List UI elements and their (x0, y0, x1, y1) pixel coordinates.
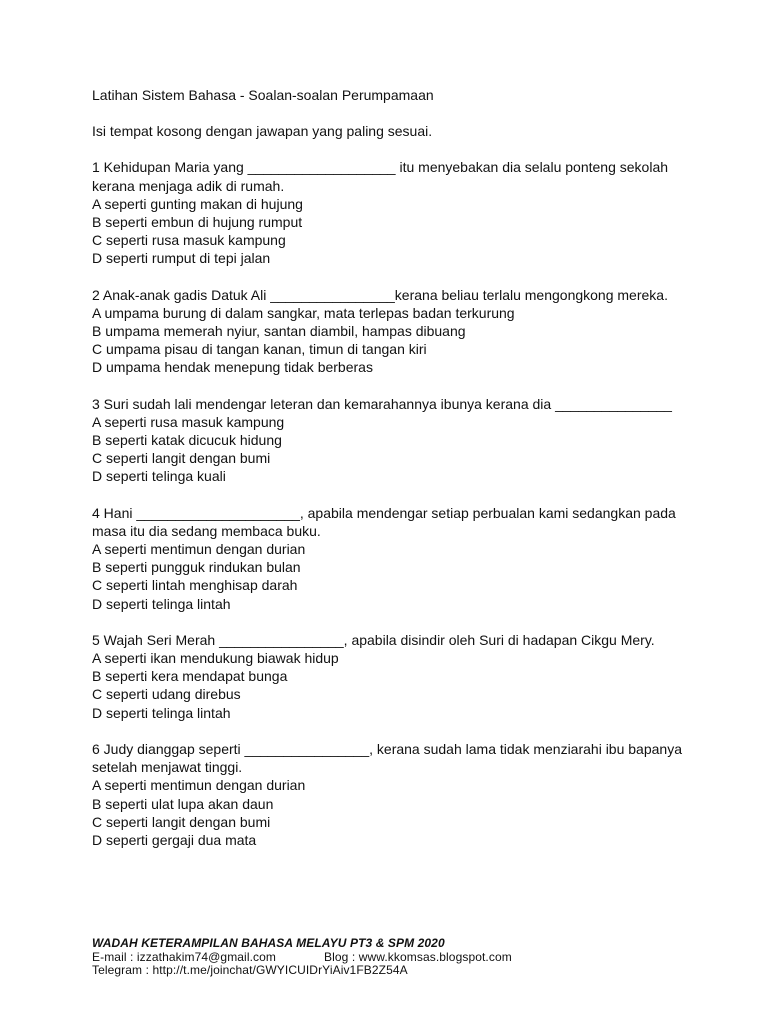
option-c: C seperti lintah menghisap darah (92, 577, 298, 594)
question-1 (92, 158, 692, 267)
question-stem: 2 Anak-anak gadis Datuk Ali ________________kerana beliau terlalu mengongkong mereka. (92, 286, 668, 303)
option-d: D umpama hendak menepung tidak berberas (92, 359, 373, 376)
question-stem: 4 Hani _____________________, apabila mendengar setiap perbualan kami sedangkan pada masa itu dia sedang membaca buku. (92, 504, 680, 539)
footer-title: WADAH KETERAMPILAN BAHASA MELAYU PT3 & SPM 2020 (92, 936, 445, 950)
option-b: B seperti kera mendapat bunga (92, 668, 288, 685)
question-stem: 3 Suri sudah lali mendengar leteran dan kemarahannya ibunya kerana dia _______________ (92, 395, 672, 412)
question-4 (92, 504, 692, 613)
question-stem: 6 Judy dianggap seperti ________________, kerana sudah lama tidak menziarahi ibu bapanya setelah menjawat tinggi. (92, 740, 686, 776)
option-a: A umpama burung di dalam sangkar, mata terlepas badan terkurung (92, 304, 515, 321)
option-c: C umpama pisau di tangan kanan, timun di tangan kiri (92, 341, 427, 358)
worksheet-title: Latihan Sistem Bahasa - Soalan-soalan Perumpamaan (92, 87, 434, 103)
option-d: D seperti telinga lintah (92, 595, 231, 612)
option-c: C seperti langit dengan bumi (92, 813, 271, 830)
option-c: C seperti langit dengan bumi (92, 450, 271, 467)
worksheet-instruction: Isi tempat kosong dengan jawapan yang paling sesuai. (92, 123, 433, 140)
option-a: A seperti mentimun dengan durian (92, 777, 306, 794)
option-b: B umpama memerah nyiur, santan diambil, hampas dibuang (92, 323, 466, 340)
option-b: B seperti katak dicucuk hidung (92, 432, 282, 449)
option-d: D seperti telinga kuali (92, 468, 226, 485)
footer-contact (92, 951, 712, 965)
footer-email[interactable]: E-mail : izzathakim74@gmail.com (92, 949, 276, 964)
option-b: B seperti pungguk rindukan bulan (92, 559, 301, 576)
footer-blog[interactable]: Blog : www.kkomsas.blogspot.com (324, 949, 512, 964)
question-3 (92, 395, 692, 486)
footer (92, 937, 712, 978)
footer-telegram[interactable]: Telegram : http://t.me/joinchat/GWYICUIDrYiAiv1FB2Z54A (92, 963, 408, 977)
option-a: A seperti mentimun dengan durian (92, 541, 306, 558)
option-b: B seperti ulat lupa akan daun (92, 795, 274, 812)
option-c: C seperti udang direbus (92, 686, 241, 703)
question-5 (92, 631, 692, 722)
option-b: B seperti embun di hujung rumput (92, 214, 303, 231)
option-d: D seperti telinga lintah (92, 704, 231, 721)
option-a: A seperti rusa masuk kampung (92, 413, 285, 430)
worksheet (92, 86, 692, 849)
option-a: A seperti gunting makan di hujung (92, 195, 303, 212)
question-6 (92, 740, 692, 849)
option-a: A seperti ikan mendukung biawak hidup (92, 650, 339, 667)
question-stem: 5 Wajah Seri Merah ________________, apabila disindir oleh Suri di hadapan Cikgu Mery. (92, 631, 655, 648)
option-c: C seperti rusa masuk kampung (92, 232, 286, 249)
option-d: D seperti gergaji dua mata (92, 831, 257, 848)
question-2 (92, 286, 692, 377)
option-d: D seperti rumput di tepi jalan (92, 250, 271, 267)
question-stem: 1 Kehidupan Maria yang ___________________ itu menyebakan dia selalu ponteng sekolah kerana menjaga adik di rumah. (92, 159, 672, 194)
